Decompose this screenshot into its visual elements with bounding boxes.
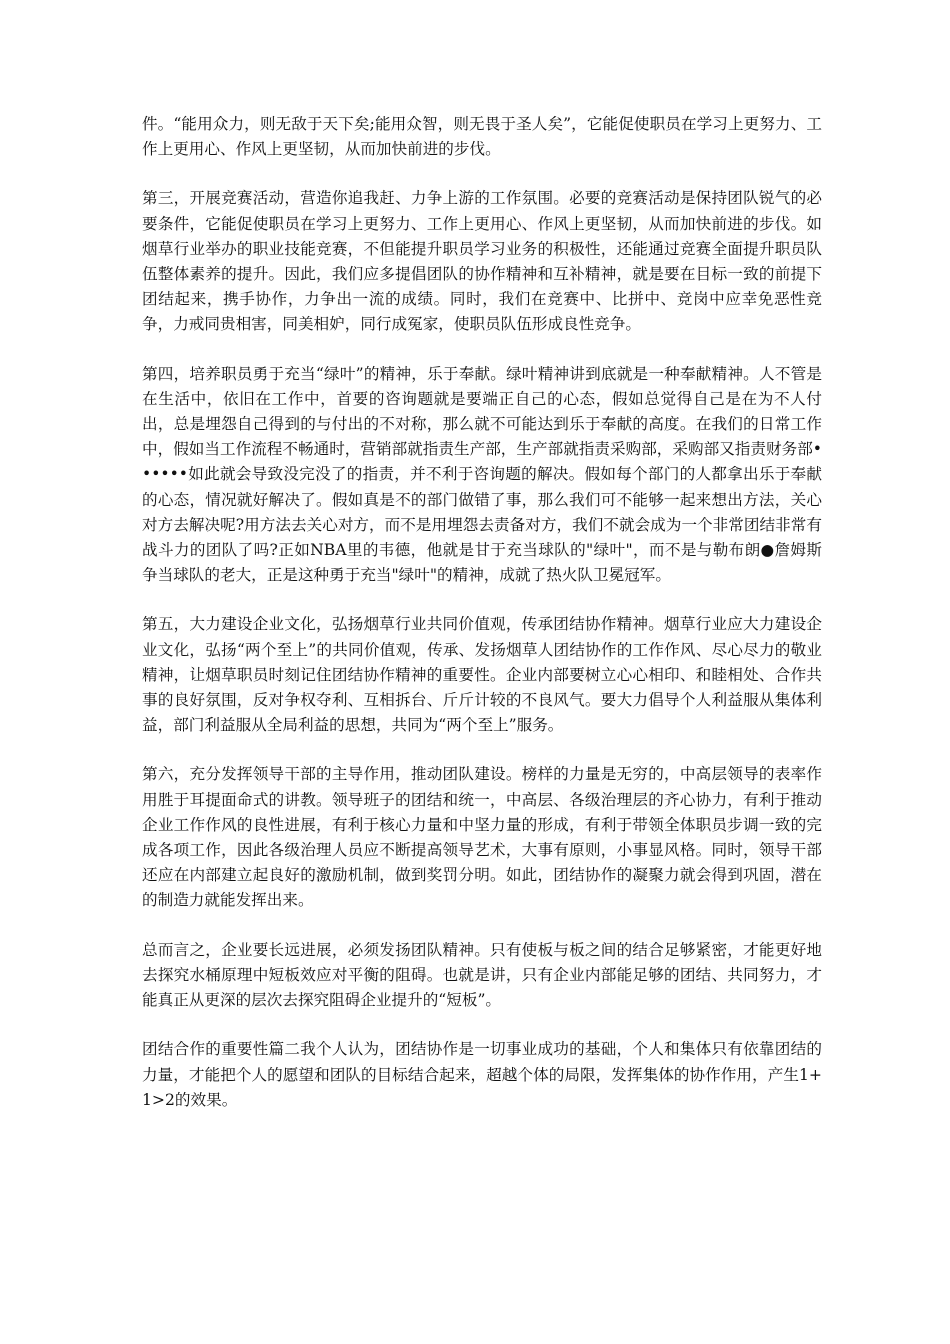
paragraph-2: 第三，开展竞赛活动，营造你追我赶、力争上游的工作氛围。必要的竞赛活动是保持团队锐气的必要条件，它能促使职员在学习上更努力、工作上更用心、作风上更坚韧，从而加快前进的步伐。如烟草行业举办的职业技能竞赛，不但能提升职员学习业务的积极性，还能通过竞赛全面提升职员队伍整体素养的提升。因此，我们应多提倡团队的协作精神和互补精神，就是要在目标一致的前提下团结起来，携手协作，力争出一流的成绩。同时，我们在竞赛中、比拼中、竞岗中应幸免恶性竞争，力戒同贵相害，同美相妒，同行成冤家，使职员队伍形成良性竞争。 — [142, 189, 822, 334]
paragraph-5: 第六，充分发挥领导干部的主导作用，推动团队建设。榜样的力量是无穷的，中高层领导的表率作用胜于耳提面命式的讲教。领导班子的团结和统一，中高层、各级治理层的齐心协力，有利于推动企业工作作风的良性进展，有利于核心力量和中坚力量的形成，有利于带领全体职员步调一致的完成各项工作，因此各级治理人员应不断提高领导艺术，大事有原则，小事显风格。同时，领导干部还应在内部建立起良好的激励机制，做到奖罚分明。如此，团结协作的凝聚力就会得到巩固，潜在的制造力就能发挥出来。 — [142, 765, 822, 910]
document-body — [142, 112, 822, 1137]
paragraph-4: 第五，大力建设企业文化，弘扬烟草行业共同价值观，传承团结协作精神。烟草行业应大力建设企业文化，弘扬“两个至上”的共同价值观，传承、发扬烟草人团结协作的工作作风、尽心尽力的敬业精神，让烟草职员时刻记住团结协作精神的重要性。企业内部要树立心心相印、和睦相处、合作共事的良好氛围，反对争权夺利、互相拆台、斤斤计较的不良风气。要大力倡导个人利益服从集体利益，部门利益服从全局利益的思想，共同为“两个至上”服务。 — [142, 615, 822, 735]
paragraph-6: 总而言之，企业要长远进展，必须发扬团队精神。只有使板与板之间的结合足够紧密，才能更好地去探究水桶原理中短板效应对平衡的阻碍。也就是讲，只有企业内部能足够的团结、共同努力，才能真正从更深的层次去探究阻碍企业提升的“短板”。 — [142, 940, 822, 1010]
paragraph-1: 件。“能用众力，则无敌于天下矣;能用众智，则无畏于圣人矣”，它能促使职员在学习上更努力、工作上更用心、作风上更坚韧，从而加快前进的步伐。 — [142, 115, 822, 159]
paragraph-3: 第四，培养职员勇于充当“绿叶”的精神，乐于奉献。绿叶精神讲到底就是一种奉献精神。人不管是在生活中，依旧在工作中，首要的咨询题就是要端正自己的心态，假如总觉得自己是在为不人付出，总是埋怨自己得到的与付出的不对称，那么就不可能达到乐于奉献的高度。在我们的日常工作中，假如当工作流程不畅通时，营销部就指责生产部，生产部就指责采购部，采购部又指责财务部••••••如此就会导致没完没了的指责，并不利于咨询题的解决。假如每个部门的人都拿出乐于奉献的心态，情况就好解决了。假如真是不的部门做错了事，那么我们可不能够一起来想出方法，关心对方去解决呢?用方法去关心对方，而不是用埋怨去责备对方，我们不就会成为一个非常团结非常有战斗力的团队了吗?正如NBA里的韦德，他就是甘于充当球队的"绿叶"，而不是与勒布朗●詹姆斯争当球队的老大，正是这种勇于充当"绿叶"的精神，成就了热火队卫冕冠军。 — [142, 364, 822, 585]
paragraph-7: 团结合作的重要性篇二我个人认为，团结协作是一切事业成功的基础，个人和集体只有依靠团结的力量，才能把个人的愿望和团队的目标结合起来，超越个体的局限，发挥集体的协作作用，产生1+1>2的效果。 — [142, 1040, 822, 1109]
